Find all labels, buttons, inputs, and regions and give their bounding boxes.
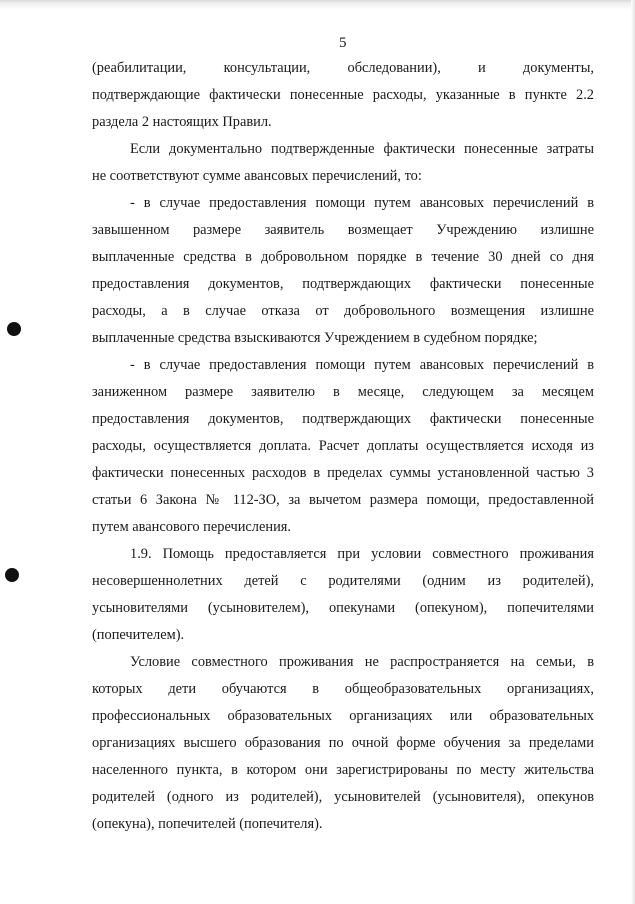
text-line: (реабилитации, консультации, обследовании), и документы, xyxy=(92,60,594,76)
scan-edge-top xyxy=(0,0,635,10)
text-line: предоставления документов, подтверждающих фактически понесенные xyxy=(92,411,594,427)
text-line: фактически понесенных расходов в пределах суммы установленной частью 3 xyxy=(92,465,594,481)
punch-hole-upper xyxy=(7,322,21,336)
text-line: (попечителем). xyxy=(92,627,185,643)
text-line: организациях высшего образования по очной форме обучения за пределами xyxy=(92,735,594,751)
text-line: 1.9. Помощь предоставляется при условии совместного проживания xyxy=(130,546,594,562)
page-number: 5 xyxy=(339,35,347,51)
text-line: расходы, осуществляется доплата. Расчет доплаты осуществляется исходя из xyxy=(92,438,594,454)
text-line: выплаченные средства взыскиваются Учреждением в судебном порядке; xyxy=(92,330,538,346)
text-line: завышенном размере заявитель возмещает Учреждению излишне xyxy=(92,222,594,238)
text-line: путем авансового перечисления. xyxy=(92,519,291,535)
text-line: не соответствуют сумме авансовых перечислений, то: xyxy=(92,168,422,184)
text-line: статьи 6 Закона № 112-ЗО, за вычетом размера помощи, предоставленной xyxy=(92,492,594,508)
text-line: которых дети обучаются в общеобразовательных организациях, xyxy=(92,681,594,697)
text-line: (опекуна), попечителей (попечителя). xyxy=(92,816,323,832)
text-line: родителей (одного из родителей), усыновителей (усыновителя), опекунов xyxy=(92,789,594,805)
text-line: предоставления документов, подтверждающих фактически понесенные xyxy=(92,276,594,292)
text-line: усыновителями (усыновителем), опекунами (опекуном), попечителями xyxy=(92,600,594,616)
text-line: - в случае предоставления помощи путем авансовых перечислений в xyxy=(130,357,594,373)
text-line: несовершеннолетних детей с родителями (одним из родителей), xyxy=(92,573,594,589)
text-line: раздела 2 настоящих Правил. xyxy=(92,114,272,130)
text-line: - в случае предоставления помощи путем авансовых перечислений в xyxy=(130,195,594,211)
scan-edge-right xyxy=(631,0,635,904)
text-line: населенного пункта, в котором они зарегистрированы по месту жительства xyxy=(92,762,594,778)
text-line: выплаченные средства в добровольном порядке в течение 30 дней со дня xyxy=(92,249,594,265)
text-line: профессиональных образовательных организациях или образовательных xyxy=(92,708,594,724)
text-line: Если документально подтвержденные фактически понесенные затраты xyxy=(130,141,594,157)
text-line: заниженном размере заявителю в месяце, следующем за месяцем xyxy=(92,384,594,400)
text-line: Условие совместного проживания не распространяется на семьи, в xyxy=(130,654,594,670)
punch-hole-lower xyxy=(5,568,19,582)
text-line: расходы, а в случае отказа от добровольного возмещения излишне xyxy=(92,303,594,319)
text-line: подтверждающие фактически понесенные расходы, указанные в пункте 2.2 xyxy=(92,87,594,103)
